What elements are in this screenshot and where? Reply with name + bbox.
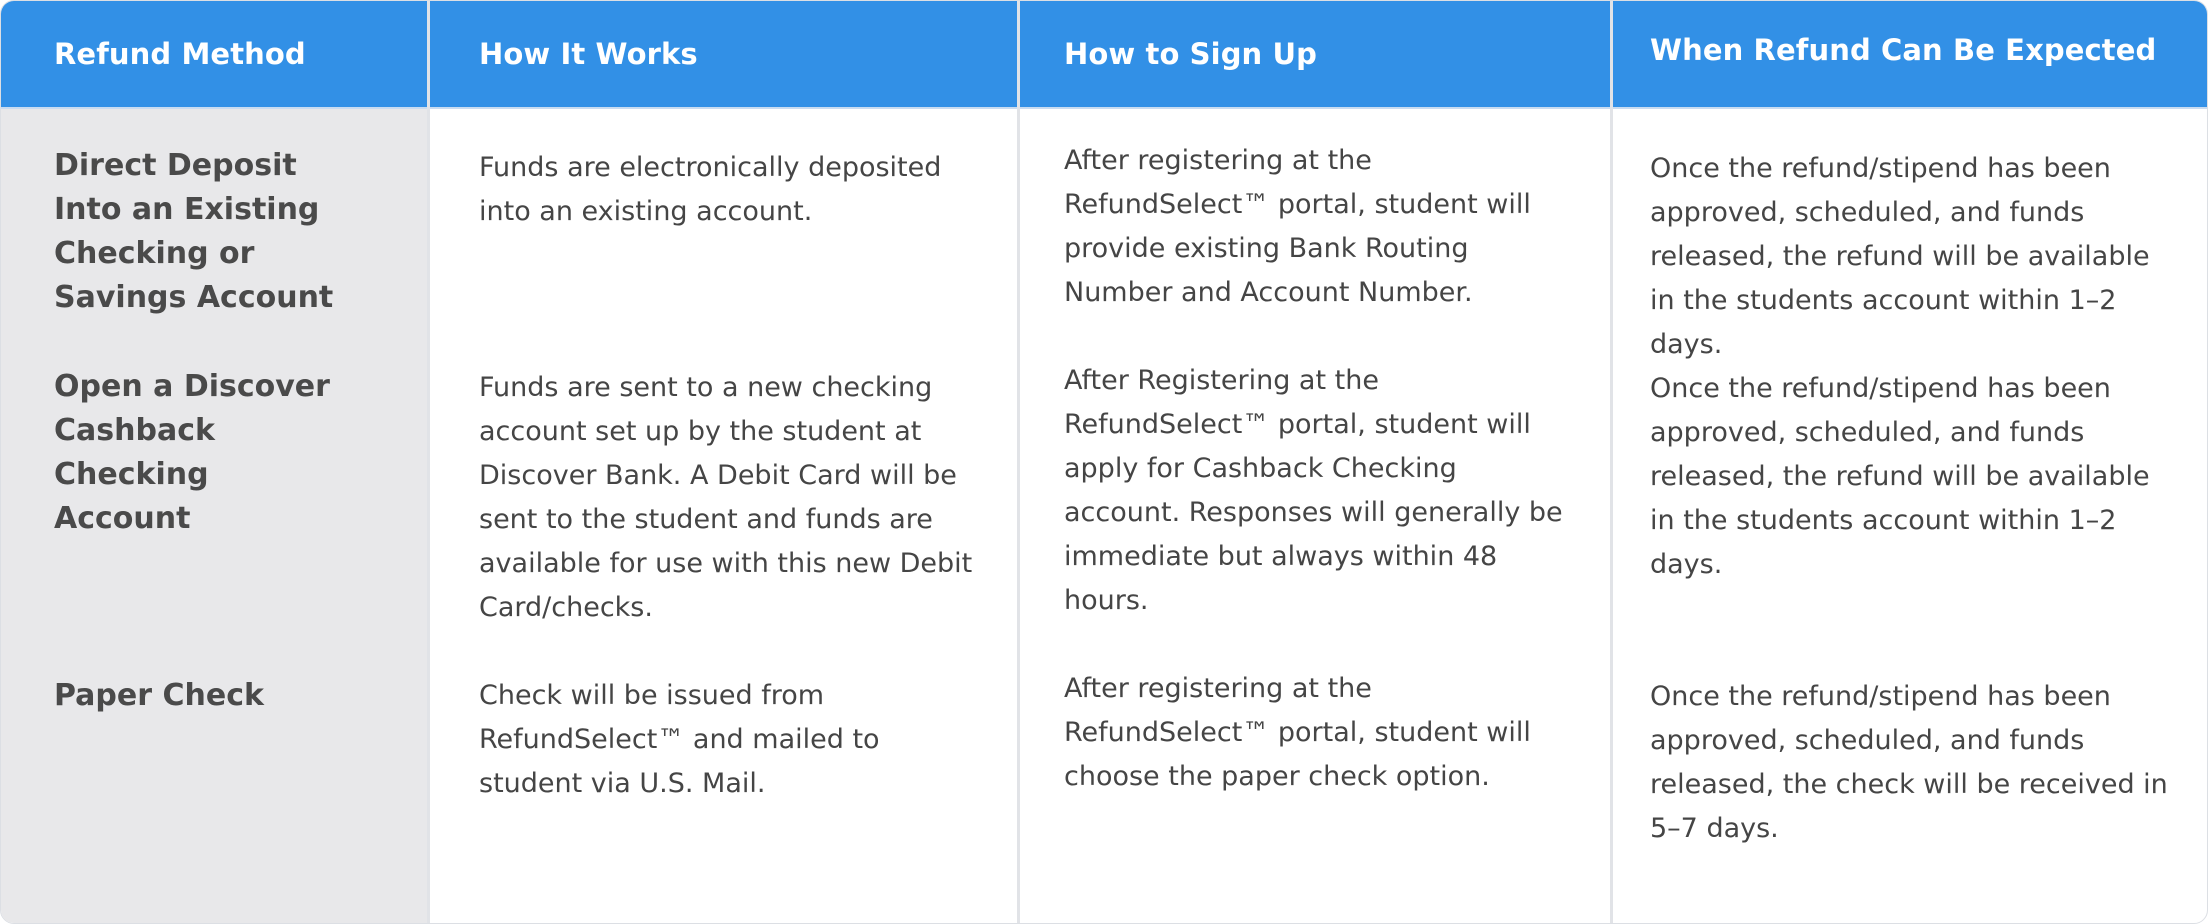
row-3-method: Paper Check [54,678,264,713]
header-how-it-works-label: How It Works [479,37,698,71]
row-2-how-it-works: Funds are sent to a new checking account set up by the student at Discover Bank. A Debit Card will be sent to the student and funds are available for use with this new Debit Card/checks. [479,372,973,623]
header-refund-method [1,1,427,109]
column-when-expected [1610,1,2207,923]
column-how-to-sign-up [1017,1,1610,923]
row-3-how-to-sign-up: After registering at the RefundSelect™ portal, student will choose the paper check option. [1064,673,1531,792]
row-2-method: Open a Discover Cashback Checking Account [54,369,330,536]
row-2-how-to-sign-up: After Registering at the RefundSelect™ portal, student will apply for Cashback Checking account. Responses will generally be immediate but always within 48 hours. [1064,365,1563,616]
row-3-when-expected: Once the refund/stipend has been approved, scheduled, and funds released, the check will be received in 5–7 days. [1650,681,2168,844]
row-1-when-expected: Once the refund/stipend has been approved, scheduled, and funds released, the refund will be available in the students account within 1–2 days. [1650,153,2150,360]
header-how-it-works [430,1,1017,109]
header-refund-method-label: Refund Method [54,37,306,71]
row-2-when-expected: Once the refund/stipend has been approved, scheduled, and funds released, the refund will be available in the students account within 1–2 days. [1650,373,2150,580]
header-when-expected [1613,1,2207,109]
header-how-to-sign-up [1020,1,1610,109]
header-when-expected-label: When Refund Can Be Expected [1650,33,2157,67]
table-grid [1,1,2207,923]
row-1-how-to-sign-up: After registering at the RefundSelect™ portal, student will provide existing Bank Routing Number and Account Number. [1064,145,1531,308]
row-1-method: Direct Deposit Into an Existing Checking or Savings Account [54,148,334,315]
header-how-to-sign-up-label: How to Sign Up [1064,37,1317,71]
row-3-how-it-works: Check will be issued from RefundSelect™ and mailed to student via U.S. Mail. [479,680,880,799]
column-refund-method [1,1,427,923]
column-how-it-works [427,1,1017,923]
row-1-how-it-works: Funds are electronically deposited into an existing account. [479,152,942,227]
